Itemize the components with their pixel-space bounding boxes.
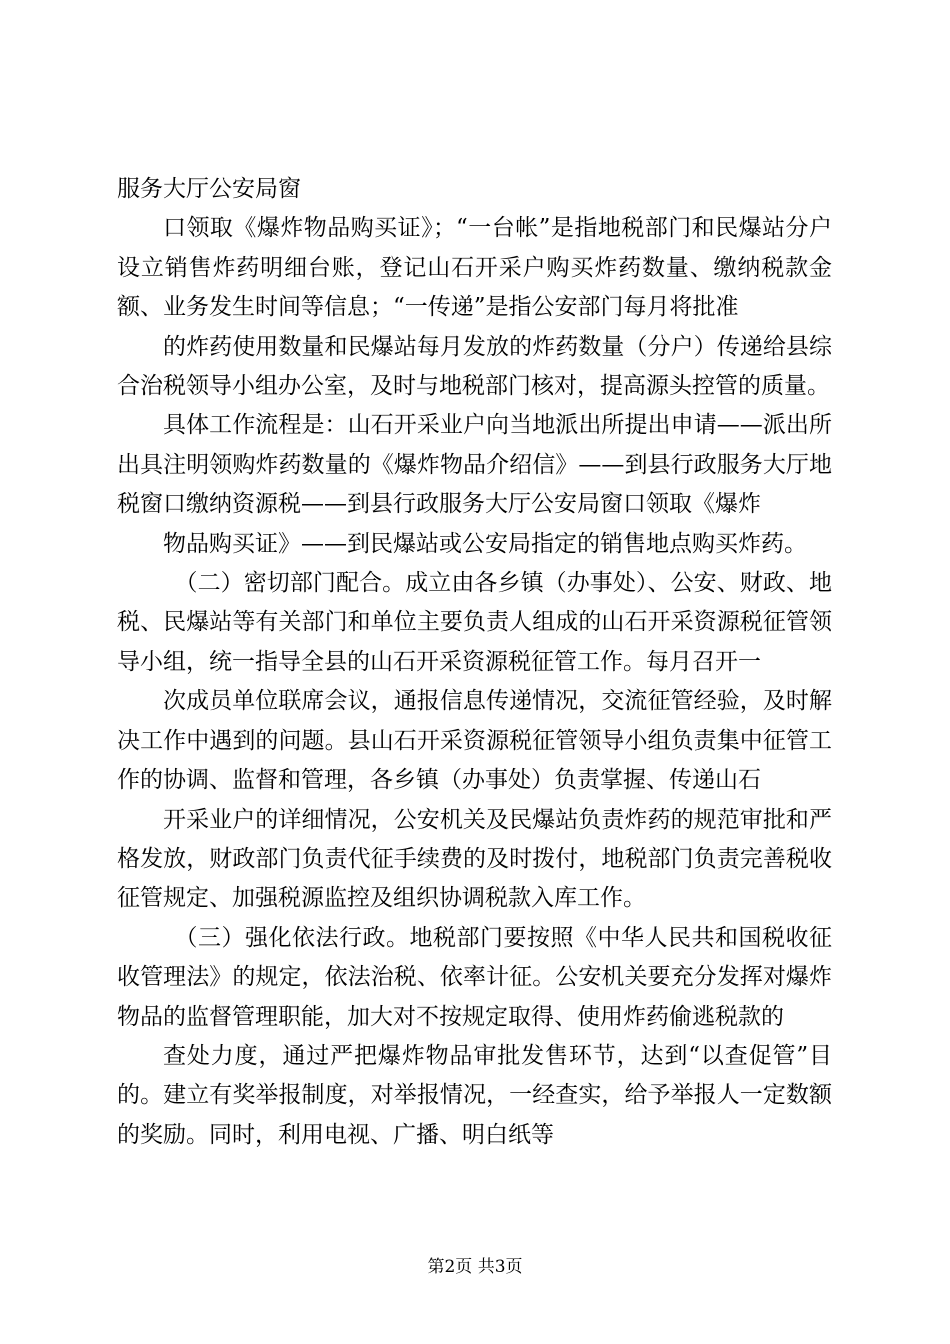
paragraph-7: 次成员单位联席会议，通报信息传递情况，交流征管经验，及时解决工作中遇到的问题。县山石开采资源税征管领导小组负责集中征管工作的协调、监督和管理，各乡镇（办事处）负责掌握、传递山石	[117, 688, 832, 794]
paragraph-8: 开采业户的详细情况，公安机关及民爆站负责炸药的规范审批和严格发放，财政部门负责代征手续费的及时拨付，地税部门负责完善税收征管规定、加强税源监控及组织协调税款入库工作。	[117, 806, 832, 912]
paragraph-9: （三）强化依法行政。地税部门要按照《中华人民共和国税收征收管理法》的规定，依法治税、依率计征。公安机关要充分发挥对爆炸物品的监督管理职能，加大对不按规定取得、使用炸药偷逃税款的	[117, 924, 832, 1030]
paragraph-6: （二）密切部门配合。成立由各乡镇（办事处）、公安、财政、地税、民爆站等有关部门和单位主要负责人组成的山石开采资源税征管领导小组，统一指导全县的山石开采资源税征管工作。每月召开一	[117, 570, 832, 675]
paragraph-4: 具体工作流程是：山石开采业户向当地派出所提出申请——派出所出具注明领购炸药数量的《爆炸物品介绍信》——到县行政服务大厅地税窗口缴纳资源税——到县行政服务大厅公安局窗口领取《爆炸	[117, 412, 832, 518]
page-footer: 第2页 共3页	[427, 1257, 523, 1277]
paragraph-1: 服务大厅公安局窗	[117, 176, 301, 202]
paragraph-5: 物品购买证》——到民爆站或公安局指定的销售地点购买炸药。	[163, 530, 807, 557]
paragraph-3: 的炸药使用数量和民爆站每月发放的炸药数量（分户）传递给县综合治税领导小组办公室，及时与地税部门核对，提高源头控管的质量。	[117, 333, 832, 400]
paragraph-2: 口领取《爆炸物品购买证》；“一台帐”是指地税部门和民爆站分户设立销售炸药明细台账，登记山石开采户购买炸药数量、缴纳税款金额、业务发生时间等信息；“一传递”是指公安部门每月将批准	[117, 215, 832, 321]
paragraph-10: 查处力度，通过严把爆炸物品审批发售环节，达到“以查促管”目的。建立有奖举报制度，对举报情况，一经查实，给予举报人一定数额的奖励。同时，利用电视、广播、明白纸等	[117, 1042, 832, 1148]
document-body	[117, 170, 832, 1155]
